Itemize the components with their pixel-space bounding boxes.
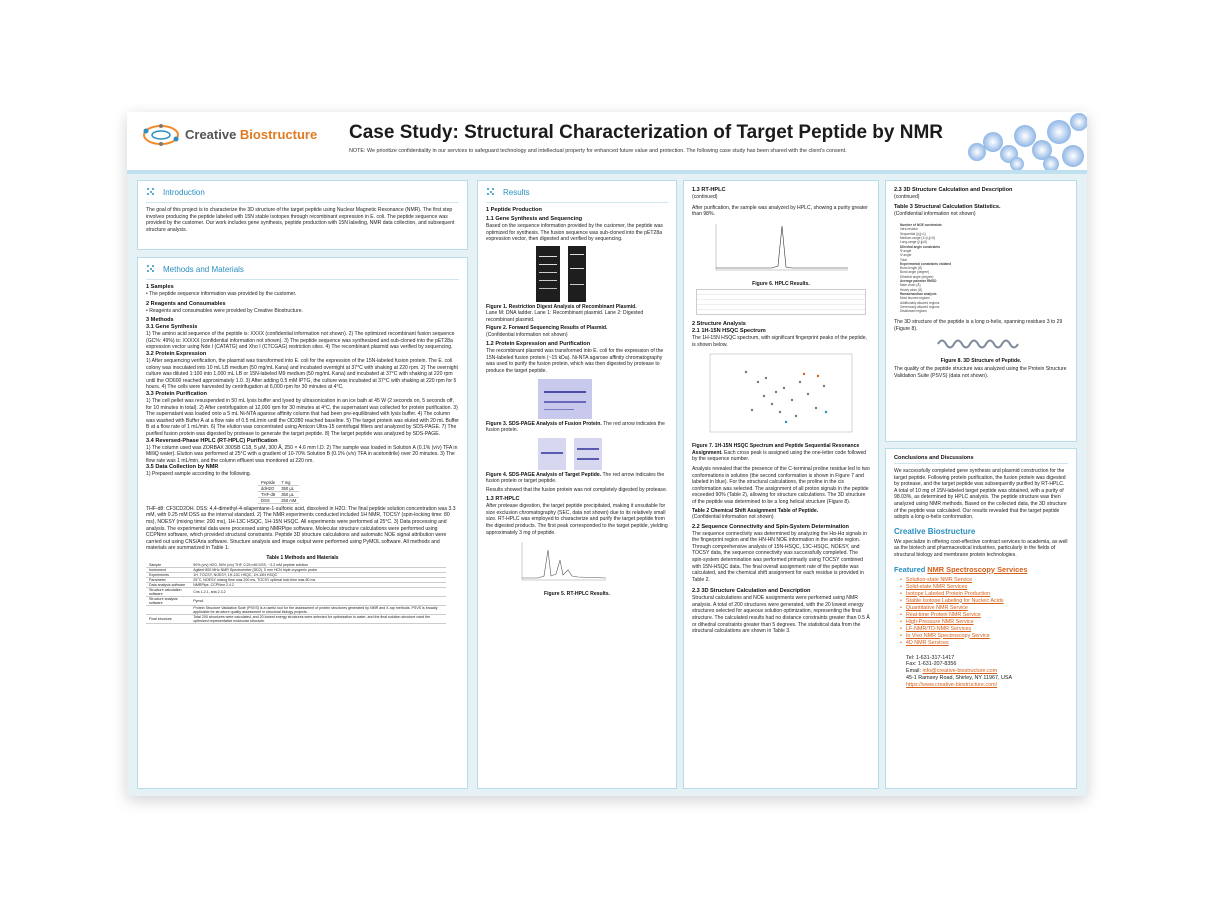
table-row: Structure calculation software Cns 1.2.1, aria 2.3.2: [146, 588, 446, 597]
gel-image-2: [568, 246, 586, 302]
service-link[interactable]: Stable Isotope Labeling for Nucleic Acids: [905, 597, 1004, 604]
gene-synthesis-text: 1) The amino acid sequence of the peptide is: XXXX (confidential information not shown). 2) The optimized recombinant fusion sequence (GC%: 49%) is: XXXXX (confidential information not shown). 3) The peptide sequence was synthesized and sub-cloned into the pET28a expression vector using Nde I (CATATG) and Xho I (CTCGAG) restriction sites. 4) The recombinant plasmid was verified by sequencing.: [146, 331, 455, 351]
company-description: We specialize in offering cost-effective contract services to academia, as well as the biotech and pharmaceutical industries, particularly in the fields of structural biology and membrane protein technologies.: [894, 538, 1068, 558]
divider: [146, 279, 459, 280]
rt-hplc-results-title: 1.3 RT-HPLC: [486, 496, 520, 503]
nmr-collection-title: 3.5 Data Collection by NMR: [146, 464, 219, 471]
table-row: DSS 250 mM: [258, 497, 299, 503]
psvs-text: The quality of the peptide structure was analyzed using the Protein Structure Validation Suite (PSVS) (data not shown).: [894, 366, 1067, 379]
figure8-caption: Figure 8. 3D Structure of Peptide.: [940, 357, 1022, 364]
continued-label: (continued): [692, 194, 718, 200]
table2-caption: Table 2 Chemical Shift Assignment Table of Peptide. (Confidential information not shown): [692, 507, 819, 521]
list-item: [900, 605, 1076, 612]
confidentiality-note: NOTE: We prioritize confidentiality in our services to safeguard technology and intellectual property for enhanced future value and protection. The following case study has been shared with the client's consent.: [349, 148, 847, 154]
website-link[interactable]: https://www.creative-biostructure.com/: [906, 681, 998, 688]
protein-expression-results-text: The recombinant plasmid was transformed into E. coli for the expression of the 15N-labeled fusion protein (~15 kDa). Ni-NTA agarose affinity chromatography was used to purify the fusion protein, which was then digested by protease to produce the target peptide.: [486, 348, 664, 375]
table-row: Sample 90% (v/v) H2O, 50% (v/v) THF, 0.25 mM DSS, ~3.3 mM peptide solution: [146, 563, 446, 568]
poster: [127, 112, 1087, 796]
list-item: [900, 626, 1076, 633]
conclusions-panel: [885, 448, 1077, 789]
hplc-purity-text: After purification, the sample was analyzed by HPLC, showing a purity greater than 98%.: [692, 204, 868, 218]
methods-table: [146, 563, 446, 624]
methods-heading: Methods and Materials: [146, 262, 467, 276]
gel-image-1: [536, 246, 560, 302]
results-panel: [477, 180, 677, 789]
contact-info: [906, 655, 1068, 689]
statistics-table: Number of NOE constraints Intra-residue Sequential (|i-j|=1) Medium-range (1<|i-j|<5) Long-range (|i-j|≥5) Dihedral angle constraints Φ angle Ψ angle Total Experimental constraints violated Bond length (Å) Bond angle (degree) Dihedral angle (degree) Average pairwise RMSD Main chain (Å) Heavy atom (Å) Ramachandran analysis Most favored regions Additionally allowed regions Generously allowed regions Disallowed regions: [900, 223, 952, 314]
gene-synthesis-results-title: 1.1 Gene Synthesis and Sequencing: [486, 216, 583, 222]
sds-gel-image-1: [538, 438, 566, 470]
list-item: [900, 598, 1076, 605]
figure6-caption: Figure 6. HPLC Results.: [752, 280, 810, 287]
service-link[interactable]: Quantitative NMR Service: [905, 604, 968, 611]
nmr-services-link[interactable]: NMR Spectroscopy Services: [927, 564, 1028, 574]
phone-number: Tel: 1-631-317-1417: [906, 654, 955, 661]
list-item: [900, 584, 1076, 591]
header-divider: [127, 170, 1087, 174]
methods-panel: [137, 257, 468, 789]
figure4-sds-page-images: [538, 438, 676, 470]
table-row: Instrument Agilent 800 MHz NMR Spectrometer (DD2), 5 mm HCN triple cryogenic probe: [146, 568, 446, 573]
figure4-result-text: Results showed that the fusion protein was not completely digested by protease.: [486, 486, 668, 493]
helix-description-text: The 3D structure of the peptide is a long α-helix, spanning residues 3 to 29 (Figure 8).: [894, 319, 1063, 333]
service-link[interactable]: In Vivo NMR Spectroscopy Service: [905, 632, 990, 639]
protein-purification-text: 1) The cell pellet was resuspended in 50 mL lysis buffer and lysed by ultrasonication in an ice bath at 45 W (2 seconds on, 5 seconds off, for 10 minutes in total). 2) After centrifugation at 12,000 rpm for 30 minutes at 4°C, the supernatant was collected for protein purification. 3) The supernatant was loaded onto a 5 mL Ni-NTA agarose affinity column that had been pre-equilibrated with lysis buffer. 4) The column was washed with Buffer A at a flow rate of 0.5 mL/min until the OD280 reached baseline. 5) The target protein was eluted with 20 mL Buffer B at a flow rate of 1 mL/min. 6) The elution was concentrated using Amicon Ultra-15 centrifugal filters and analyzed by SDS-PAGE. 7) The purified fusion protein was digested by protease to generate the target peptide. 8) The target peptide was analyzed by SDS-PAGE.: [146, 397, 459, 437]
table-row: Experiments 1H, TOCSY, NOESY, 1H-13C HSQC, 1H-15N HSQC: [146, 573, 446, 578]
structure-calc-title: 2.3 3D Structure Calculation and Description: [692, 588, 811, 595]
figure1-gel-images: [536, 246, 676, 302]
service-link[interactable]: Isotope Labeled Protein Production: [905, 590, 991, 597]
section-dots-icon: [486, 187, 498, 197]
nmr-collection-text: 1) Prepared sample according to the following.: [146, 471, 252, 478]
table-row: ddH2O 350 μL: [258, 485, 299, 491]
section-dots-icon: [146, 264, 158, 274]
poster-header: [127, 112, 1087, 172]
figure2-caption: Figure 2. Forward Sequencing Results of Plasmid. (Confidential information not shown): [486, 325, 608, 338]
structure-results-panel: [885, 180, 1077, 442]
list-item: [900, 591, 1076, 598]
reagents-title: 2 Reagents and Consumables: [146, 300, 226, 307]
table3-title: Table 3 Structural Calculation Statistics.: [894, 203, 1001, 210]
divider: [486, 202, 668, 203]
table3-note: (Confidential information not shown): [894, 210, 976, 217]
list-item: [900, 640, 1076, 647]
protein-expression-text: 1) After sequencing verification, the plasmid was transformed into E. coli for the expression of the 15N-labeled fusion protein. The E. coli colony was inoculated into 10 mL LB medium (50 mg/mL Kana) and incubated overnight at 37°C with shaking at 220 rpm. 2) The overnight culture was diluted 1:100 into 1,000 mL LB or 15N-labeled M9 medium (50 mg/mL Kana) and incubated at 37°C with shaking at 220 rpm until the OD600 reached approximately 1.0. 3) After adding 0.5 mM IPTG, the culture was incubated at 37°C with shaking at 220 rpm for 5 hours. 4) The cells were harvested by centrifugation at 6,000 rpm for 30 minutes at 4°C.: [146, 357, 458, 391]
figure5-caption: Figure 5. RT-HPLC Results.: [544, 591, 610, 598]
rt-hplc-results-text: After protease digestion, the target peptide precipitated, making it unsuitable for size exclusion chromatography (SEC, data not shown) due to its relatively small size. RT-HPLC was employed to characterize and purify the target peptide from the digested products. The first peak corresponded to the target peptide, yielding approximately 3 mg of peptide.: [486, 503, 668, 536]
logo-icon: [141, 122, 181, 148]
protein-expression-title: 3.2 Protein Expression: [146, 350, 207, 357]
figure3-caption: Figure 3. SDS-PAGE Analysis of Fusion Protein. The red arrow indicates the fusion protein.: [486, 420, 665, 434]
sequence-connectivity-title: 2.2 Sequence Connectivity and Spin-System Determination: [692, 523, 849, 530]
introduction-panel: [137, 180, 468, 250]
hplc-method-text: 1) The column used was ZORBAX 300SB C18, 5 μM, 300 Å, 250 × 4.6 mm I.D. 2) The sample was loaded in Solution A (0.1% (v/v) TFA in MilliQ water). Elution was performed at 25°C with a gradient of 10-70% Solution B (0.1% (v/v) TFA in acetonitrile) over 20 minutes. 3) The flow rate was 1 mL/min, and the column effluent was monitored at 220 nm.: [146, 444, 458, 464]
introduction-text: The goal of this project is to characterize the 3D structure of the target peptide using Nuclear Magnetic Resonance (NMR). The first step involves producing the peptide labeled with 15N stable isotopes through recombinant expression in E. coli. The peptide sequence was provided by the customer. Our work includes gene synthesis, peptide production with 15N labeling, NMR data collection, and subsequent structure analysis.: [146, 207, 455, 233]
reagents-text: • Reagents and consumables were provided by Creative Biostructure.: [146, 307, 303, 314]
protein-expression-results-title: 1.2 Protein Expression and Purification: [486, 341, 591, 348]
logo-text: Creative Biostructure: [185, 127, 318, 142]
poster-title: Case Study: Structural Characterization of Target Peptide by NMR: [349, 122, 944, 143]
structure-analysis-title: 2 Structure Analysis: [692, 321, 746, 328]
hplc-method-title: 3.4 Reversed-Phase HPLC (RT-HPLC) Purification: [146, 437, 278, 444]
service-link[interactable]: 4D NMR Services: [905, 639, 949, 646]
structure-calc-text: Structural calculations and NOE assignments were performed using NMR analysis. A total of 200 structures were generated, with the 20 lowest energy structures selected for aqueous solution optimization, representing the final structure. The calculated results had no distance constraints greater than 0.5 Å or dihedral constraints greater than 5 degrees. The statistical data from the structural calculations are shown in Table 3.: [692, 595, 870, 635]
address: 45-1 Ramsey Road, Shirley, NY 11967, USA: [906, 674, 1013, 681]
table-row: Data analysis software NMRPipe, CCPNmr 2.4.2: [146, 583, 446, 588]
figure5-hplc-chromatogram: [518, 540, 608, 584]
figure7-hsqc-spectrum: [706, 352, 856, 436]
service-link[interactable]: Solution-state NMR Service: [905, 576, 973, 583]
samples-title: 1 Samples: [146, 284, 174, 290]
service-link[interactable]: Real-time Protein NMR Service: [905, 611, 981, 618]
figure4-caption: Figure 4. SDS-PAGE Analysis of Target Peptide. The red arrow indicates the fusion protein or target peptide.: [486, 471, 665, 485]
table1-title: Table 1 Methods and Materials: [266, 555, 339, 562]
conclusions-title: Conclusions and Discussions: [894, 455, 974, 461]
sds-gel-image-2: [574, 438, 602, 470]
rt-hplc-continued-title: 1.3 RT-HPLC: [692, 187, 726, 193]
service-link[interactable]: LF-NMR/TD-NMR Services: [905, 625, 972, 632]
table-row: Structure analysis software Pymol: [146, 597, 446, 606]
nmr-details-text: THF-d8: CF3CD2OH. DSS: 4,4-dimethyl-4-silapentane-1-sulfonic acid, dissolved in H2O. The final peptide solution concentration was 3.3 mM, with 0.25 mM DSS as the internal standard. 2) The NMR experiments conducted included 1H NMR, TOCSY (spin-locking time: 80 ms), NOESY (mixing time: 200 ms), 1H-13C HSQC, 1H-15N HSQC. All experiments were performed at 25°C. 3) Data processing and analysis. The experimental data were processed using NMRPipe software. Molecular structure calculations were performed using CCPNmr software, which provided structural constraints. Peptide 3D structure calculations and automatic NOE signal attribution were carried out using CNS/Aria software. Structure analysis and image output were performed using PyMOL software. All methods and materials are summarized in Table 1.: [146, 505, 456, 552]
continued-label: (continued): [894, 194, 920, 200]
featured-services-heading: Featured NMR Spectroscopy Services: [894, 564, 1028, 574]
results-heading: Results: [486, 185, 676, 199]
company-section-title: Creative Biostructure: [894, 526, 976, 536]
list-item: [900, 612, 1076, 619]
table-row: Protein Structure Validation Suite (PSVS) is a useful tool for the assessment of protein structures generated by NMR and X-ray methods. PSVS is broadly applicable for structure quality assessment in structural biology projects.: [146, 606, 446, 615]
gene-synthesis-title: 3.1 Gene Synthesis: [146, 324, 198, 331]
figure3-sds-page-image: [538, 379, 592, 419]
samples-text: • The peptide sequence information was provided by the customer.: [146, 291, 297, 297]
figure6-hplc-chart: [712, 222, 852, 274]
analysis-text: Analysis revealed that the presence of the C-terminal proline residue led to two conformations in solution (the second conformation is shown in Figure 7 and labeled in blue). For the structural calculations, the proline in the cis conformation was selected. The assignment of all proton signals in the peptide exceeded 90% (Table 2), allowing for structure calculations. The 3D structure of the peptide was determined to be a long helical structure (Figure 8).: [692, 465, 870, 505]
structure-calc-continued-title: 2.3 3D Structure Calculation and Description: [894, 187, 1013, 193]
divider: [894, 463, 1068, 464]
peptide-production-title: 1 Peptide Production: [486, 207, 542, 213]
conclusions-text: We successfully completed gene synthesis and plasmid construction for the target peptide. Following protein purification, the fusion protein was digested by protease, and the target peptide was subsequently purified by RT-HPLC. A total of 10 mg of 15N-labeled target peptide was obtained, with a purity of 98.03%, as determined by HPLC analysis. The peptide structure was then analyzed using NMR methods. Based on the collected data, the 3D structure of the peptide was calculated. Our results revealed that the target peptide adopts a long α-helix conformation.: [894, 468, 1067, 521]
figure8-helix-structure: [936, 337, 1026, 351]
fax-number: Fax: 1-631-207-8356: [906, 661, 957, 668]
service-link[interactable]: High-Pressure NMR Service: [905, 618, 974, 625]
services-list: [900, 577, 1076, 647]
sample-prep-table: [258, 480, 299, 504]
company-logo: [141, 122, 341, 148]
molecule-decoration-image: [947, 112, 1087, 174]
protein-purification-title: 3.3 Protein Purification: [146, 390, 207, 397]
sequence-connectivity-text: The sequence connectivity was determined by analyzing the Hα-Hα signals in the fingerprint region and the HN-HN NOE information in the amide region. Through comprehensive analysis of 15N-HSQC, 13C-HSQC, NOESY, and TOCSY data, the sequence connectivity was successfully completed. The spin-system determination was performed primarily using TOCSY combined with 15N-HSQC data. The final overall assignment rate of the peptide was calculated, and the chemical shift assignment for each residue is provided in Table 2.: [692, 530, 867, 583]
service-link[interactable]: Solid-state NMR Services: [905, 583, 968, 590]
table-row: Peptide 7 mg: [258, 480, 299, 486]
figure7-caption: Figure 7. 1H-15N HSQC Spectrum and Peptide Sequential Resonance Assignment. Each cross peak is assigned using the one-letter code followed by the sequence number.: [692, 443, 867, 463]
section-dots-icon: [146, 187, 158, 197]
table-row: THF-d8 350 μL: [258, 491, 299, 497]
methods-title: 3 Methods: [146, 317, 174, 324]
table-row: Final structure Total 200 structures were calculated, and 20 lowest energy structures were selected for optimization in water, and the final solution structure used the optimized representative molecular structure.: [146, 615, 446, 624]
hsqc-title: 2.1 1H-15N HSQC Spectrum: [692, 328, 766, 335]
list-item: [900, 619, 1076, 626]
hplc-peak-table: [696, 289, 866, 315]
hsqc-text: The 1H-15N HSQC spectrum, with significant fingerprint peaks of the peptide, is shown below.: [692, 335, 867, 348]
structure-analysis-panel: [683, 180, 879, 789]
email-line: Email: info@creative-biostructure.com: [906, 668, 998, 675]
gene-synthesis-results-text: Based on the sequence information provided by the customer, the peptide was optimized for synthesis. The fusion sequence was sub-cloned into the pET28a expression vector, then digested and verified by sequencing.: [486, 223, 663, 243]
divider: [146, 202, 459, 203]
list-item: [900, 633, 1076, 640]
introduction-heading: Introduction: [146, 185, 467, 199]
figure1-caption: Figure 1. Restriction Digest Analysis of Recombinant Plasmid. Lane M: DNA ladder. Lane 1: Recombinant plasmid. Lane 2: Digested recombinant plasmid.: [486, 303, 644, 323]
table-row: Parameter 25°C, NOESY mixing time was 200 ms, TOCSY optimal lock time was 80 ms: [146, 578, 446, 583]
list-item: [900, 577, 1076, 584]
email-link[interactable]: info@creative-biostructure.com: [922, 668, 998, 675]
